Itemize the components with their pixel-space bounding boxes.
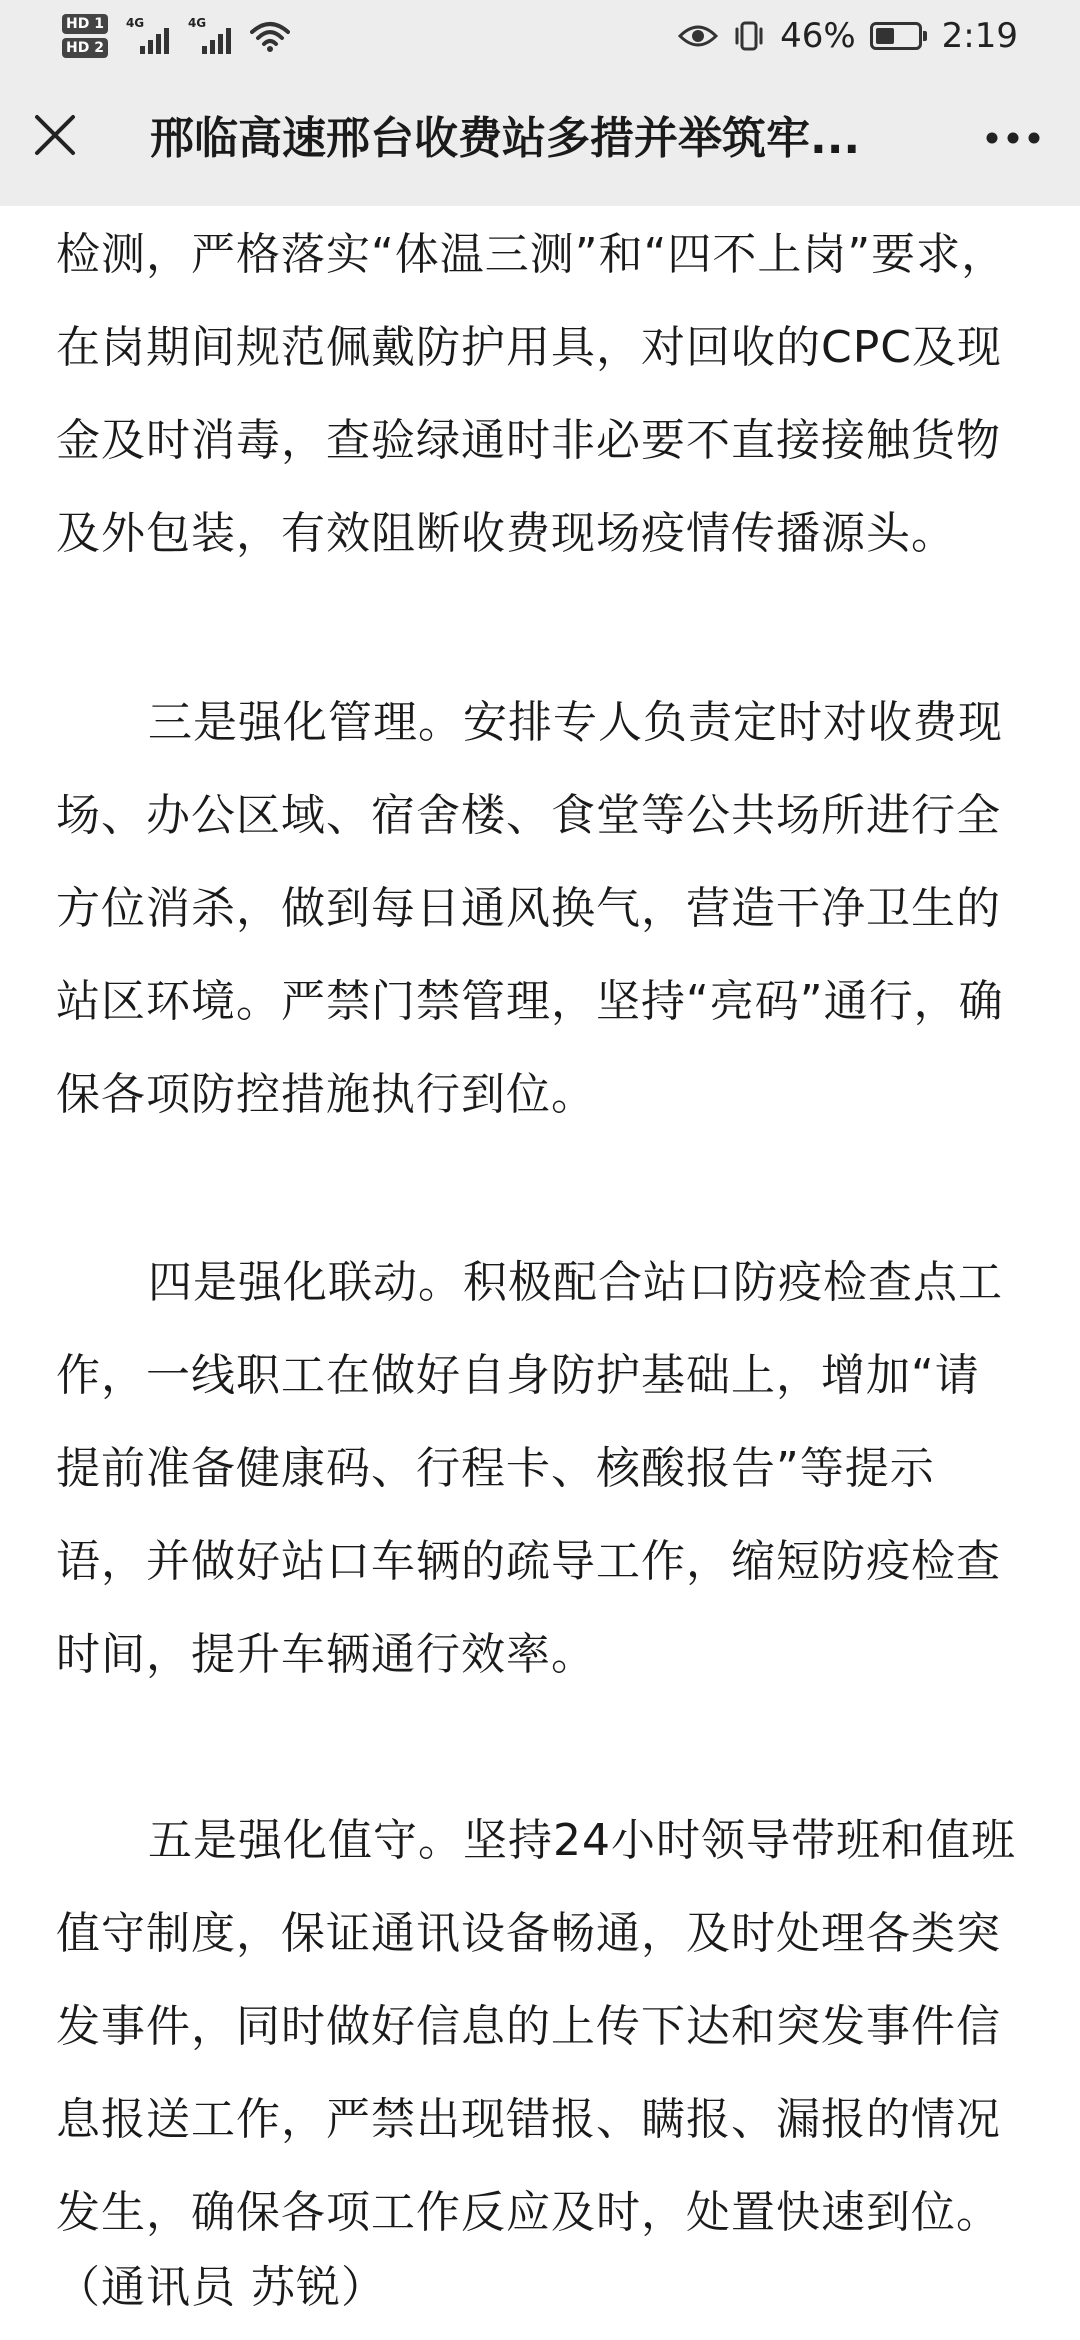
article-paragraph-2 (56, 676, 1026, 1141)
paragraph-line: 金及时消毒，查验绿通时非必要不直接接触货物 (56, 415, 1001, 466)
paragraph-line: 及外包装，有效阻断收费现场疫情传播源头。 (56, 508, 956, 559)
paragraph-line: 息报送工作，严禁出现错报、瞒报、漏报的情况 (56, 2094, 1001, 2145)
wifi-icon (250, 18, 290, 54)
paragraph-line-text: 三是强化管理。安排专人负责定时对收费现 (148, 697, 1003, 748)
article-byline (56, 2241, 1026, 2334)
paragraph-line: 在岗期间规范佩戴防护用具，对回收的CPC及现 (56, 322, 1002, 373)
paragraph-line: 保各项防控措施执行到位。 (56, 1069, 596, 1120)
paragraph-line (56, 1236, 1026, 1329)
close-icon (33, 113, 77, 157)
status-left (62, 8, 290, 64)
volte-indicators (62, 14, 108, 58)
sim1-signal-bars (140, 28, 169, 54)
more-button[interactable] (968, 110, 1058, 166)
more-icon (985, 131, 1041, 145)
article-paragraph-3 (56, 1236, 1026, 1701)
paragraph-line: 提前准备健康码、行程卡、核酸报告”等提示 (56, 1443, 935, 1494)
article-paragraph-1 (56, 208, 1026, 580)
hd1-badge: HD 1 (62, 14, 108, 34)
paragraph-line-text: 四是强化联动。积极配合站口防疫检查点工 (148, 1257, 1003, 1308)
paragraph-line: 场、办公区域、宿舍楼、食堂等公共场所进行全 (56, 790, 1001, 841)
battery-fill (876, 28, 894, 44)
page-title: 邢临高速邢台收费站多措并举筑牢... (150, 113, 861, 164)
status-right (678, 8, 1018, 64)
vibrate-icon (732, 19, 766, 53)
byline-text: （通讯员 苏锐） (56, 2262, 386, 2313)
paragraph-line: 检测，严格落实“体温三测”和“四不上岗”要求， (56, 229, 1007, 280)
paragraph-line (56, 676, 1026, 769)
paragraph-line (56, 1794, 1026, 1887)
article-paragraph-4 (56, 1794, 1026, 2259)
sim2-signal-icon (188, 18, 234, 54)
clock: 2:19 (941, 16, 1018, 56)
sim1-network-type: 4G (125, 16, 145, 30)
eye-comfort-icon (678, 22, 718, 50)
sim2-network-type: 4G (187, 16, 207, 30)
status-bar (0, 0, 1080, 72)
battery-percent: 46% (780, 16, 856, 56)
hd2-badge: HD 2 (62, 38, 108, 58)
paragraph-line: 语，并做好站口车辆的疏导工作，缩短防疫检查 (56, 1536, 1001, 1587)
close-button[interactable] (20, 100, 90, 170)
sim2-signal-bars (202, 28, 231, 54)
paragraph-line: 站区环境。严禁门禁管理，坚持“亮码”通行，确 (56, 976, 1004, 1027)
paragraph-line: 发事件，同时做好信息的上传下达和突发事件信 (56, 2001, 1001, 2052)
nav-bar (0, 72, 1080, 206)
paragraph-line: 发生，确保各项工作反应及时，处置快速到位。 (56, 2187, 1001, 2238)
paragraph-line: 值守制度，保证通讯设备畅通，及时处理各类突 (56, 1908, 1001, 1959)
paragraph-line: 作，一线职工在做好自身防护基础上，增加“请 (56, 1350, 980, 1401)
paragraph-line: 方位消杀，做到每日通风换气，营造干净卫生的 (56, 883, 1001, 934)
article-body[interactable] (0, 206, 1080, 2340)
battery-icon (870, 22, 922, 50)
paragraph-line-text: 五是强化值守。坚持24小时领导带班和值班 (148, 1815, 1016, 1866)
paragraph-line: 时间，提升车辆通行效率。 (56, 1629, 596, 1680)
sim1-signal-icon (126, 18, 172, 54)
